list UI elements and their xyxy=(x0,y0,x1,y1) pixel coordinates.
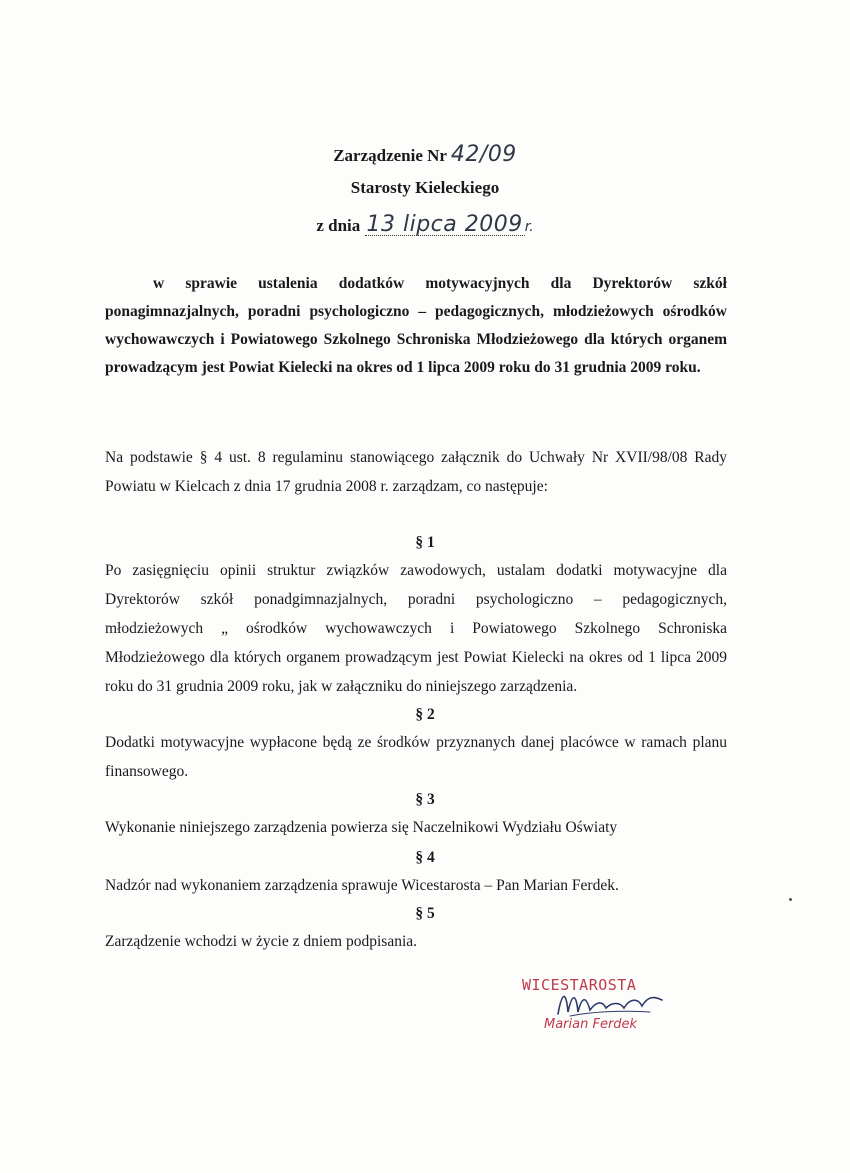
section-3-text: Wykonanie niniejszego zarządzenia powierza się Naczelnikowi Wydziału Oświaty xyxy=(105,819,618,836)
order-date-field xyxy=(365,212,525,237)
section-2-text: Dodatki motywacyjne wypłacone będą ze środków przyznanych danej placówce w ramach planu finansowego. xyxy=(105,734,727,780)
section-2-mark: § 2 xyxy=(415,706,435,723)
official-stamp xyxy=(522,976,692,1046)
order-date xyxy=(0,212,850,237)
order-date-handwritten: 13 lipca 2009 xyxy=(366,212,523,237)
order-subject: w sprawie ustalenia dodatków motywacyjnych dla Dyrektorów szkół ponagimnazjalnych, poradni psychologiczno – pedagogicznych, młodzieżowych ośrodków wychowawczych i Powiatowego Szkolnego Schroniska Młodzieżowego dla których organem prowadzącym jest Powiat Kielecki na okres od 1 lipca 2009 roku do 31 grudnia 2009 roku. xyxy=(105,275,727,376)
order-title xyxy=(0,142,850,167)
order-title-prefix: Zarządzenie Nr xyxy=(333,146,451,165)
section-5-mark: § 5 xyxy=(415,905,435,922)
issuer-title: Starosty Kieleckiego xyxy=(350,178,500,197)
section-4-text: Nadzór nad wykonaniem zarządzenia sprawuje Wicestarosta – Pan Marian Ferdek. xyxy=(105,877,619,894)
order-date-prefix: z dnia xyxy=(316,216,365,235)
handwritten-signature xyxy=(550,982,670,1022)
section-1-mark: § 1 xyxy=(415,534,435,551)
scan-speck xyxy=(789,898,792,901)
section-5-text: Zarządzenie wchodzi w życie z dniem podpisania. xyxy=(105,933,418,950)
legal-basis: Na podstawie § 4 ust. 8 regulaminu stanowiącego załącznik do Uchwały Nr XVII/98/08 Rady Powiatu w Kielcach z dnia 17 grudnia 2008 r. zarządzam, co następuje: xyxy=(105,449,727,495)
stamp-name: Marian Ferdek xyxy=(544,1017,638,1032)
section-3-mark: § 3 xyxy=(415,791,435,808)
order-number-handwritten: 42/09 xyxy=(450,142,517,167)
order-date-suffix: r. xyxy=(524,219,534,235)
section-1-text: Po zasięgnięciu opinii struktur związków zawodowych, ustalam dodatki motywacyjne dla Dyrektorów szkół ponadgimnazjalnych, poradni psychologiczno – pedagogicznych, młodzieżowych „ ośrodków wychowawczych i Powiatowego Szkolnego Schroniska Młodzieżowego dla których organem prowadzącym jest Powiat Kielecki na okres od 1 lipca 2009 roku do 31 grudnia 2009 roku, jak w załączniku do niniejszego zarządzenia. xyxy=(105,562,727,695)
stamp-title: WICESTAROSTA xyxy=(522,976,637,994)
section-4-mark: § 4 xyxy=(415,849,435,866)
